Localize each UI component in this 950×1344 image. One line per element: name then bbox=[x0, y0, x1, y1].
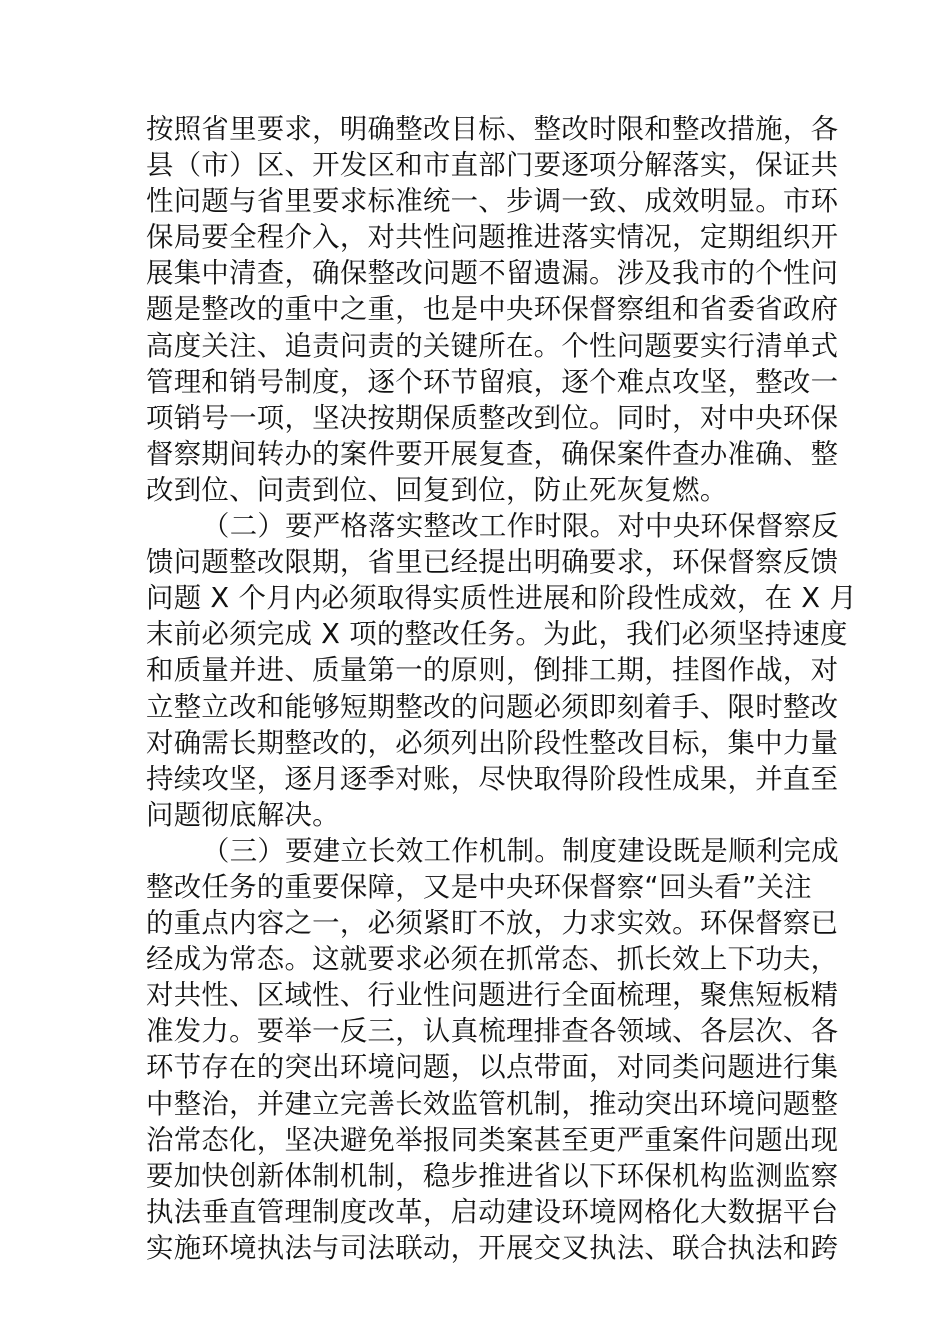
text-line: 县（市）区、开发区和市直部门要逐项分解落实，保证共 bbox=[146, 150, 839, 182]
text-line: 问题彻底解决。 bbox=[146, 799, 340, 831]
text-line: 实施环境执法与司法联动，开展交叉执法、联合执法和跨 bbox=[146, 1232, 839, 1264]
text-line: 末前必须完成 X 项的整改任务。为此，我们必须坚持速度 bbox=[146, 619, 848, 651]
text-line: 改到位、问责到位、回复到位，防止死灰复燃。 bbox=[146, 474, 728, 506]
text-line: 准发力。要举一反三，认真梳理排查各领域、各层次、各 bbox=[146, 1016, 839, 1048]
text-line: 对共性、区域性、行业性问题进行全面梳理，聚焦短板精 bbox=[146, 980, 839, 1012]
text-line: 要加快创新体制机制，稳步推进省以下环保机构监测监察 bbox=[146, 1160, 839, 1192]
text-line: 管理和销号制度，逐个环节留痕，逐个难点攻坚，整改一 bbox=[146, 366, 839, 398]
text-line: 督察期间转办的案件要开展复查，确保案件查办准确、整 bbox=[146, 438, 839, 470]
text-line: 整改任务的重要保障，又是中央环保督察“回头看”关注 bbox=[146, 871, 812, 903]
text-line: 环节存在的突出环境问题，以点带面，对同类问题进行集 bbox=[146, 1052, 839, 1084]
text-line: 执法垂直管理制度改革，启动建设环境网格化大数据平台 bbox=[146, 1196, 839, 1228]
text-line: 的重点内容之一，必须紧盯不放，力求实效。环保督察已 bbox=[146, 908, 839, 940]
document-body bbox=[146, 112, 858, 1267]
text-line: 对确需长期整改的，必须列出阶段性整改目标，集中力量 bbox=[146, 727, 839, 759]
text-line: 问题 X 个月内必须取得实质性进展和阶段性成效，在 X 月 bbox=[146, 583, 858, 615]
text-line: 馈问题整改限期，省里已经提出明确要求，环保督察反馈 bbox=[146, 547, 839, 579]
text-line: 高度关注、追责问责的关键所在。个性问题要实行清单式 bbox=[146, 330, 839, 362]
text-line: 项销号一项，坚决按期保质整改到位。同时，对中央环保 bbox=[146, 402, 839, 434]
paragraph-first-line: （二）要严格落实整改工作时限。对中央环保督察反 bbox=[202, 511, 839, 543]
text-line: 性问题与省里要求标准统一、步调一致、成效明显。市环 bbox=[146, 186, 839, 218]
text-line: 立整立改和能够短期整改的问题必须即刻着手、限时整改 bbox=[146, 691, 839, 723]
text-line: 题是整改的重中之重，也是中央环保督察组和省委省政府 bbox=[146, 294, 839, 326]
text-line: 按照省里要求，明确整改目标、整改时限和整改措施，各 bbox=[146, 114, 839, 145]
text-line: 持续攻坚，逐月逐季对账，尽快取得阶段性成果，并直至 bbox=[146, 763, 839, 795]
paragraph-first-line: （三）要建立长效工作机制。制度建设既是顺利完成 bbox=[202, 835, 839, 867]
text-line: 展集中清查，确保整改问题不留遗漏。涉及我市的个性问 bbox=[146, 258, 839, 290]
text-line: 经成为常态。这就要求必须在抓常态、抓长效上下功夫， bbox=[146, 944, 839, 976]
text-line: 保局要全程介入，对共性问题推进落实情况，定期组织开 bbox=[146, 222, 839, 254]
text-line: 中整治，并建立完善长效监管机制，推动突出环境问题整 bbox=[146, 1088, 839, 1120]
text-line: 治常态化，坚决避免举报同类案甚至更严重案件问题出现 bbox=[146, 1124, 839, 1156]
text-line: 和质量并进、质量第一的原则，倒排工期，挂图作战，对 bbox=[146, 655, 839, 687]
